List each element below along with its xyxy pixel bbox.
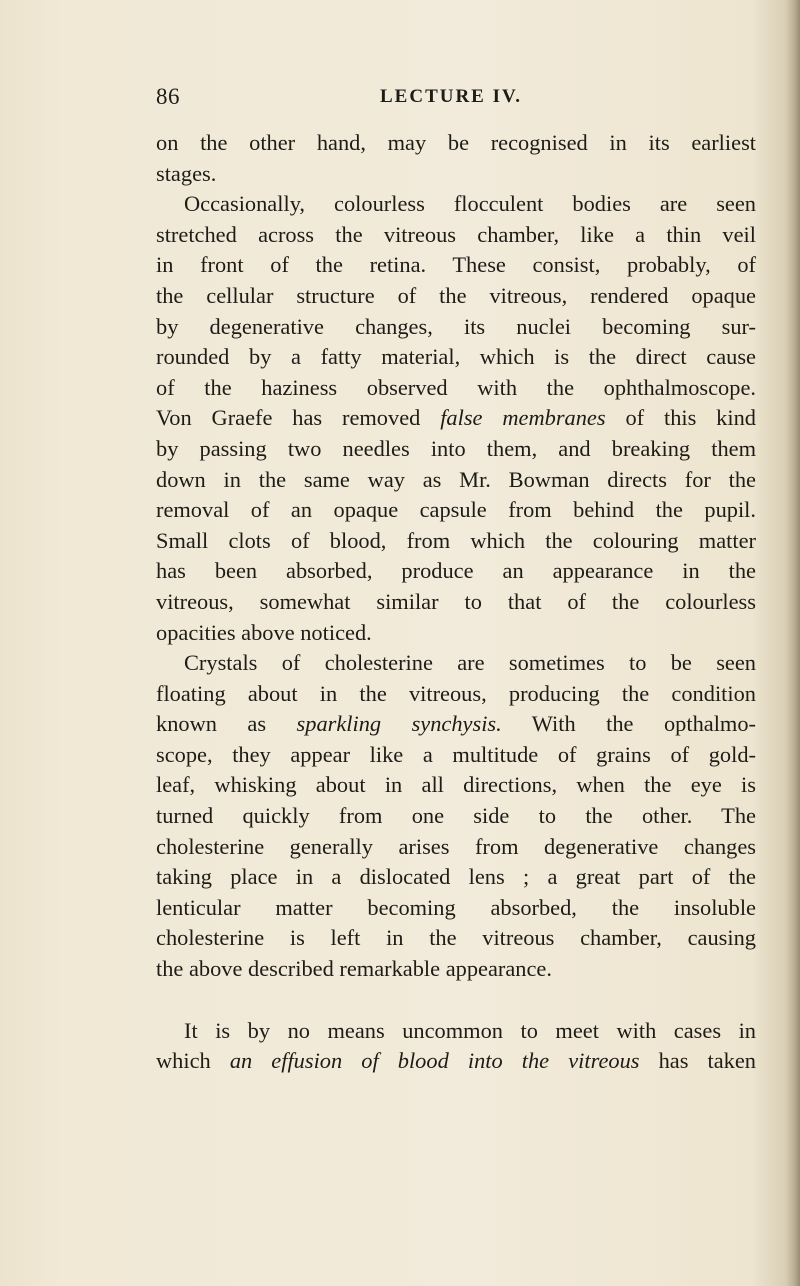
text-segment: the above described remarkable appearance. — [156, 956, 552, 982]
text-segment: With the opthalmo- — [501, 711, 756, 737]
text-segment: Crystals of cholesterine are sometimes to be seen — [184, 650, 756, 676]
text-segment: floating about in the vitreous, producing the condition — [156, 680, 756, 706]
text-line — [156, 128, 756, 159]
text-segment: has taken — [639, 1048, 756, 1074]
text-segment: of the haziness observed with the ophthalmoscope. — [156, 374, 756, 400]
text-line — [156, 465, 756, 496]
text-line — [156, 281, 756, 312]
text-line — [156, 556, 756, 587]
text-line — [156, 220, 756, 251]
page-number: 86 — [156, 84, 180, 109]
text-line — [156, 923, 756, 954]
text-line — [156, 893, 756, 924]
paragraph — [156, 1016, 756, 1077]
text-line — [156, 954, 756, 985]
text-line — [156, 373, 756, 404]
text-line — [156, 1046, 756, 1077]
text-line — [156, 679, 756, 710]
text-segment: Occasionally, colourless flocculent bodies are seen — [184, 191, 756, 217]
text-segment: removal of an opaque capsule from behind the pupil. — [156, 497, 756, 523]
text-segment: rounded by a fatty material, which is the direct cause — [156, 344, 756, 370]
text-segment: Von Graefe has removed — [156, 405, 441, 431]
text-line — [156, 403, 756, 434]
text-segment: which — [156, 1048, 230, 1074]
paragraph — [156, 648, 756, 985]
paragraph — [156, 189, 756, 648]
text-line — [156, 1016, 756, 1047]
text-line — [156, 862, 756, 893]
text-line — [156, 189, 756, 220]
text-segment: turned quickly from one side to the other. The — [156, 803, 756, 829]
text-line — [156, 832, 756, 863]
text-line — [156, 495, 756, 526]
text-segment: taking place in a dislocated lens ; a great part of the — [156, 864, 756, 890]
text-line — [156, 740, 756, 771]
text-segment: stretched across the vitreous chamber, like a thin veil — [156, 221, 756, 247]
text-line — [156, 342, 756, 373]
text-line — [156, 648, 756, 679]
text-segment: It is by no means uncommon to meet with cases in — [184, 1017, 756, 1043]
text-segment: in front of the retina. These consist, probably, of — [156, 252, 756, 278]
text-line — [156, 709, 756, 740]
text-segment: cholesterine is left in the vitreous chamber, causing — [156, 925, 756, 951]
text-segment: vitreous, somewhat similar to that of the colourless — [156, 588, 756, 614]
text-line — [156, 526, 756, 557]
text-segment: down in the same way as Mr. Bowman directs for the — [156, 466, 756, 492]
text-segment: has been absorbed, produce an appearance in the — [156, 558, 756, 584]
text-segment: Small clots of blood, from which the colouring matter — [156, 527, 756, 553]
page-header — [156, 84, 756, 114]
page-edge-shadow — [786, 0, 800, 1286]
text-segment: scope, they appear like a multitude of grains of gold- — [156, 741, 756, 767]
text-line — [156, 159, 756, 190]
italic-text: sparkling synchysis. — [296, 711, 502, 737]
text-segment: of this kind — [605, 405, 756, 431]
text-segment: stages. — [156, 160, 217, 186]
text-line — [156, 434, 756, 465]
paragraph — [156, 128, 756, 189]
text-line — [156, 770, 756, 801]
running-head: LECTURE IV. — [380, 86, 523, 107]
text-line — [156, 312, 756, 343]
text-line — [156, 250, 756, 281]
text-segment: by degenerative changes, its nuclei becoming sur- — [156, 313, 756, 339]
text-line — [156, 618, 756, 649]
text-segment: leaf, whisking about in all directions, when the eye is — [156, 772, 756, 798]
text-segment: by passing two needles into them, and breaking them — [156, 435, 756, 461]
text-segment: known as — [156, 711, 297, 737]
paragraph-spacer — [156, 985, 756, 1016]
text-segment: on the other hand, may be recognised in its earliest — [156, 130, 756, 155]
body-text — [156, 128, 756, 1077]
italic-text: false membranes — [440, 405, 606, 431]
text-line — [156, 587, 756, 618]
text-segment: lenticular matter becoming absorbed, the insoluble — [156, 894, 756, 920]
text-segment: opacities above noticed. — [156, 619, 372, 645]
text-line — [156, 801, 756, 832]
text-segment: the cellular structure of the vitreous, rendered opaque — [156, 282, 756, 308]
text-segment: cholesterine generally arises from degenerative changes — [156, 833, 756, 859]
italic-text: an effusion of blood into the vitreous — [229, 1048, 640, 1074]
